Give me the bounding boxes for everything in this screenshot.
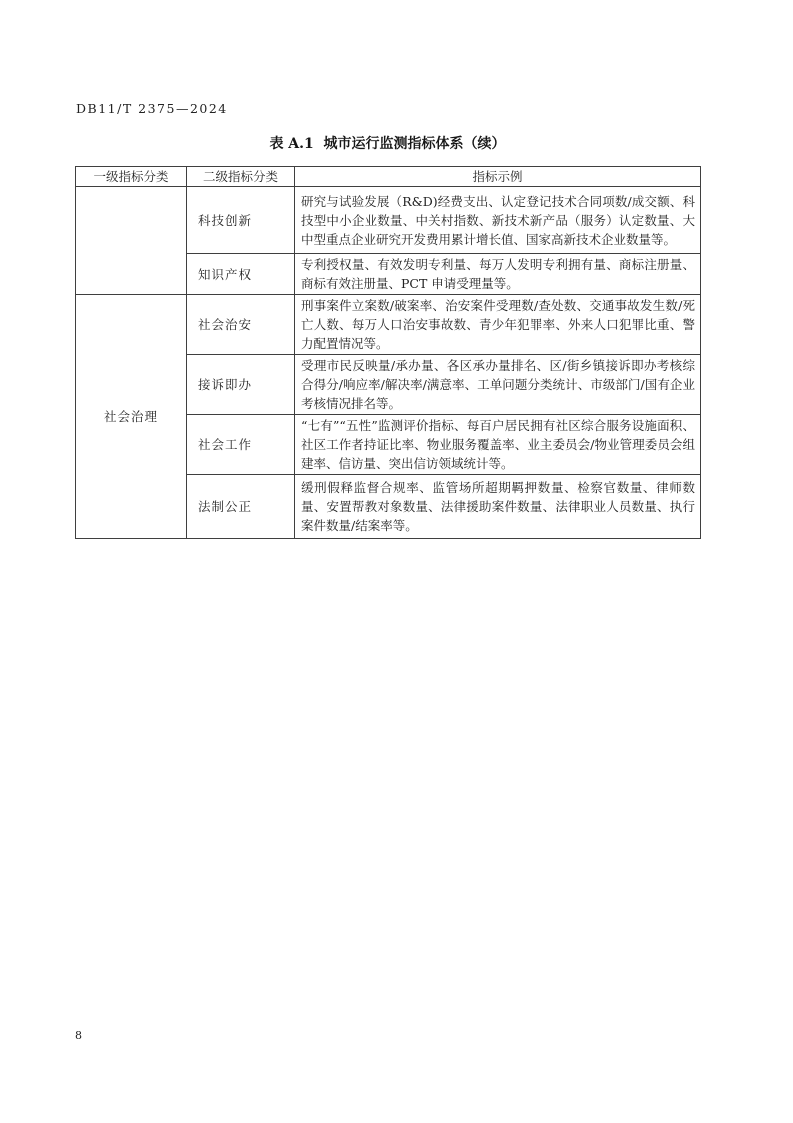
example-cell: 研究与试验发展（R&D)经费支出、认定登记技术合同项数/成交额、科技型中小企业数量、中关村指数、新技术新产品（服务）认定数量、大中型重点企业研究开发费用累计增长值、国家高新技术企业数量等。: [295, 187, 701, 254]
doc-code: DB11/T 2375—2024: [76, 101, 228, 116]
level1-cell-social-governance: 社会治理: [76, 295, 187, 539]
header-cell-level2: 二级指标分类: [187, 167, 295, 187]
level2-cell: 接诉即办: [187, 355, 295, 415]
indicator-table: [75, 166, 701, 539]
page-number: 8: [75, 1029, 82, 1042]
example-cell: 缓刑假释监督合规率、监管场所超期羁押数量、检察官数量、律师数量、安置帮教对象数量、法律援助案件数量、法律职业人员数量、执行案件数量/结案率等。: [295, 475, 701, 539]
example-cell: 专利授权量、有效发明专利量、每万人发明专利拥有量、商标注册量、商标有效注册量、PCT 申请受理量等。: [295, 254, 701, 295]
level2-cell: 社会治安: [187, 295, 295, 355]
table-row: [76, 187, 701, 254]
level1-cell-empty: [76, 187, 187, 295]
header-cell-level1: 一级指标分类: [76, 167, 187, 187]
level2-cell: 知识产权: [187, 254, 295, 295]
level2-cell: 社会工作: [187, 415, 295, 475]
table-row: [76, 295, 701, 355]
table-header-row: [76, 167, 701, 187]
table-title: 表 A.1 城市运行监测指标体系（续）: [269, 136, 506, 152]
example-cell: 刑事案件立案数/破案率、治安案件受理数/查处数、交通事故发生数/死亡人数、每万人口治安事故数、青少年犯罪率、外来人口犯罪比重、警力配置情况等。: [295, 295, 701, 355]
example-cell: 受理市民反映量/承办量、各区承办量排名、区/街乡镇接诉即办考核综合得分/响应率/解决率/满意率、工单问题分类统计、市级部门/国有企业考核情况排名等。: [295, 355, 701, 415]
example-cell: “七有”“五性”监测评价指标、每百户居民拥有社区综合服务设施面积、社区工作者持证比率、物业服务覆盖率、业主委员会/物业管理委员会组建率、信访量、突出信访领域统计等。: [295, 415, 701, 475]
level2-cell: 科技创新: [187, 187, 295, 254]
header-cell-example: 指标示例: [295, 167, 701, 187]
level2-cell: 法制公正: [187, 475, 295, 539]
